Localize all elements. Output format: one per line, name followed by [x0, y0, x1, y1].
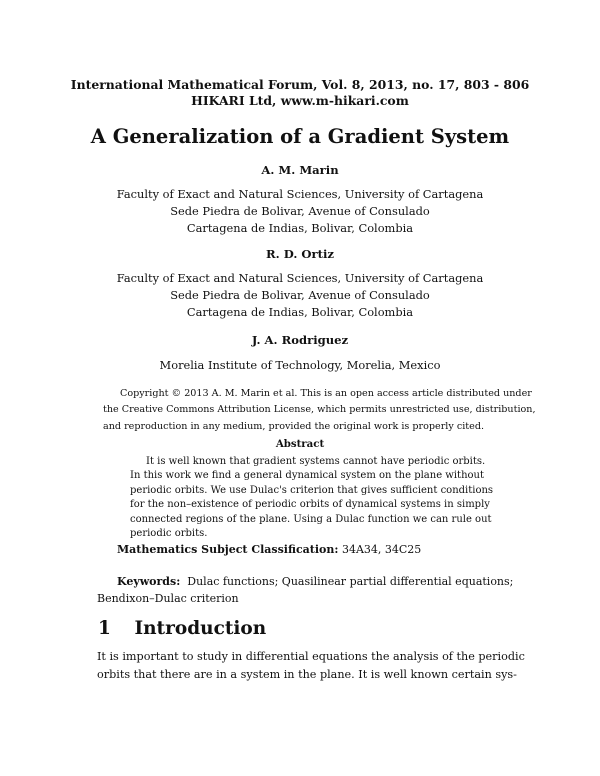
affiliation-line: Faculty of Exact and Natural Sciences, University of Cartagena: [116, 271, 484, 285]
affiliation-line: Morelia Institute of Technology, Morelia, Mexico: [159, 358, 441, 372]
body-line: orbits that there are in a system in the plane. It is well known certain sys-: [97, 667, 517, 681]
affiliation-line: Cartagena de Indias, Bolivar, Colombia: [186, 304, 414, 319]
copyright-line: the Creative Commons Attribution License, which permits unrestricted use, distribution,: [103, 404, 536, 416]
body-line: It is important to study in differential equations the analysis of the periodic: [97, 650, 525, 663]
section-title: Introduction: [134, 618, 267, 639]
copyright-notice: [103, 386, 536, 435]
keywords-text: Dulac functions; Quasilinear partial differential equations;: [187, 575, 514, 588]
affiliation-line: Faculty of Exact and Natural Sciences, University of Cartagena: [116, 187, 484, 201]
copyright-line: Copyright © 2013 A. M. Marin et al. This is an open access article distributed under: [120, 388, 532, 399]
keywords-label: Keywords:: [117, 575, 181, 588]
section-number: 1: [98, 618, 111, 639]
paper-title: A Generalization of a Gradient System: [90, 125, 510, 148]
journal-header: [0, 77, 600, 109]
author-name: A. M. Marin: [261, 163, 339, 177]
author-name: J. A. Rodriguez: [251, 333, 349, 347]
section-heading: [98, 617, 266, 641]
abstract-line: periodic orbits.: [130, 528, 208, 540]
author-name: R. D. Ortiz: [266, 247, 334, 261]
abstract-body: [130, 455, 494, 541]
author-affiliation: [0, 186, 600, 236]
abstract-line: for the non–existence of periodic orbits of dynamical systems in simply: [130, 499, 490, 511]
abstract-line: connected regions of the plane. Using a Dulac function we can rule out: [130, 513, 492, 525]
body-text: [97, 648, 525, 683]
keywords-block: [97, 573, 514, 607]
publisher-line: HIKARI Ltd, www.m-hikari.com: [191, 93, 409, 108]
abstract-line: It is well known that gradient systems cannot have periodic orbits.: [146, 456, 486, 467]
copyright-line: and reproduction in any medium, provided the original work is properly cited.: [103, 420, 485, 432]
keywords-line: Bendixon–Dulac criterion: [97, 592, 239, 605]
author-affiliation: [0, 270, 600, 320]
abstract-line: periodic orbits. We use Dulac's criterion that gives sufficient conditions: [130, 484, 494, 496]
abstract-line: In this work we find a general dynamical system on the plane without: [130, 470, 484, 482]
keywords-line: [97, 573, 514, 590]
msc-label: Mathematics Subject Classification:: [117, 543, 339, 556]
affiliation-line: Sede Piedra de Bolivar, Avenue of Consulado: [170, 287, 430, 302]
affiliation-line: Sede Piedra de Bolivar, Avenue of Consulado: [170, 203, 430, 218]
msc-classification: [117, 543, 421, 557]
author-affiliation: [0, 357, 600, 374]
journal-citation: International Mathematical Forum, Vol. 8, 2013, no. 17, 803 - 806: [70, 77, 530, 92]
affiliation-line: Cartagena de Indias, Bolivar, Colombia: [186, 220, 414, 235]
msc-value: 34A34, 34C25: [341, 543, 422, 556]
abstract-heading: Abstract: [275, 438, 325, 450]
